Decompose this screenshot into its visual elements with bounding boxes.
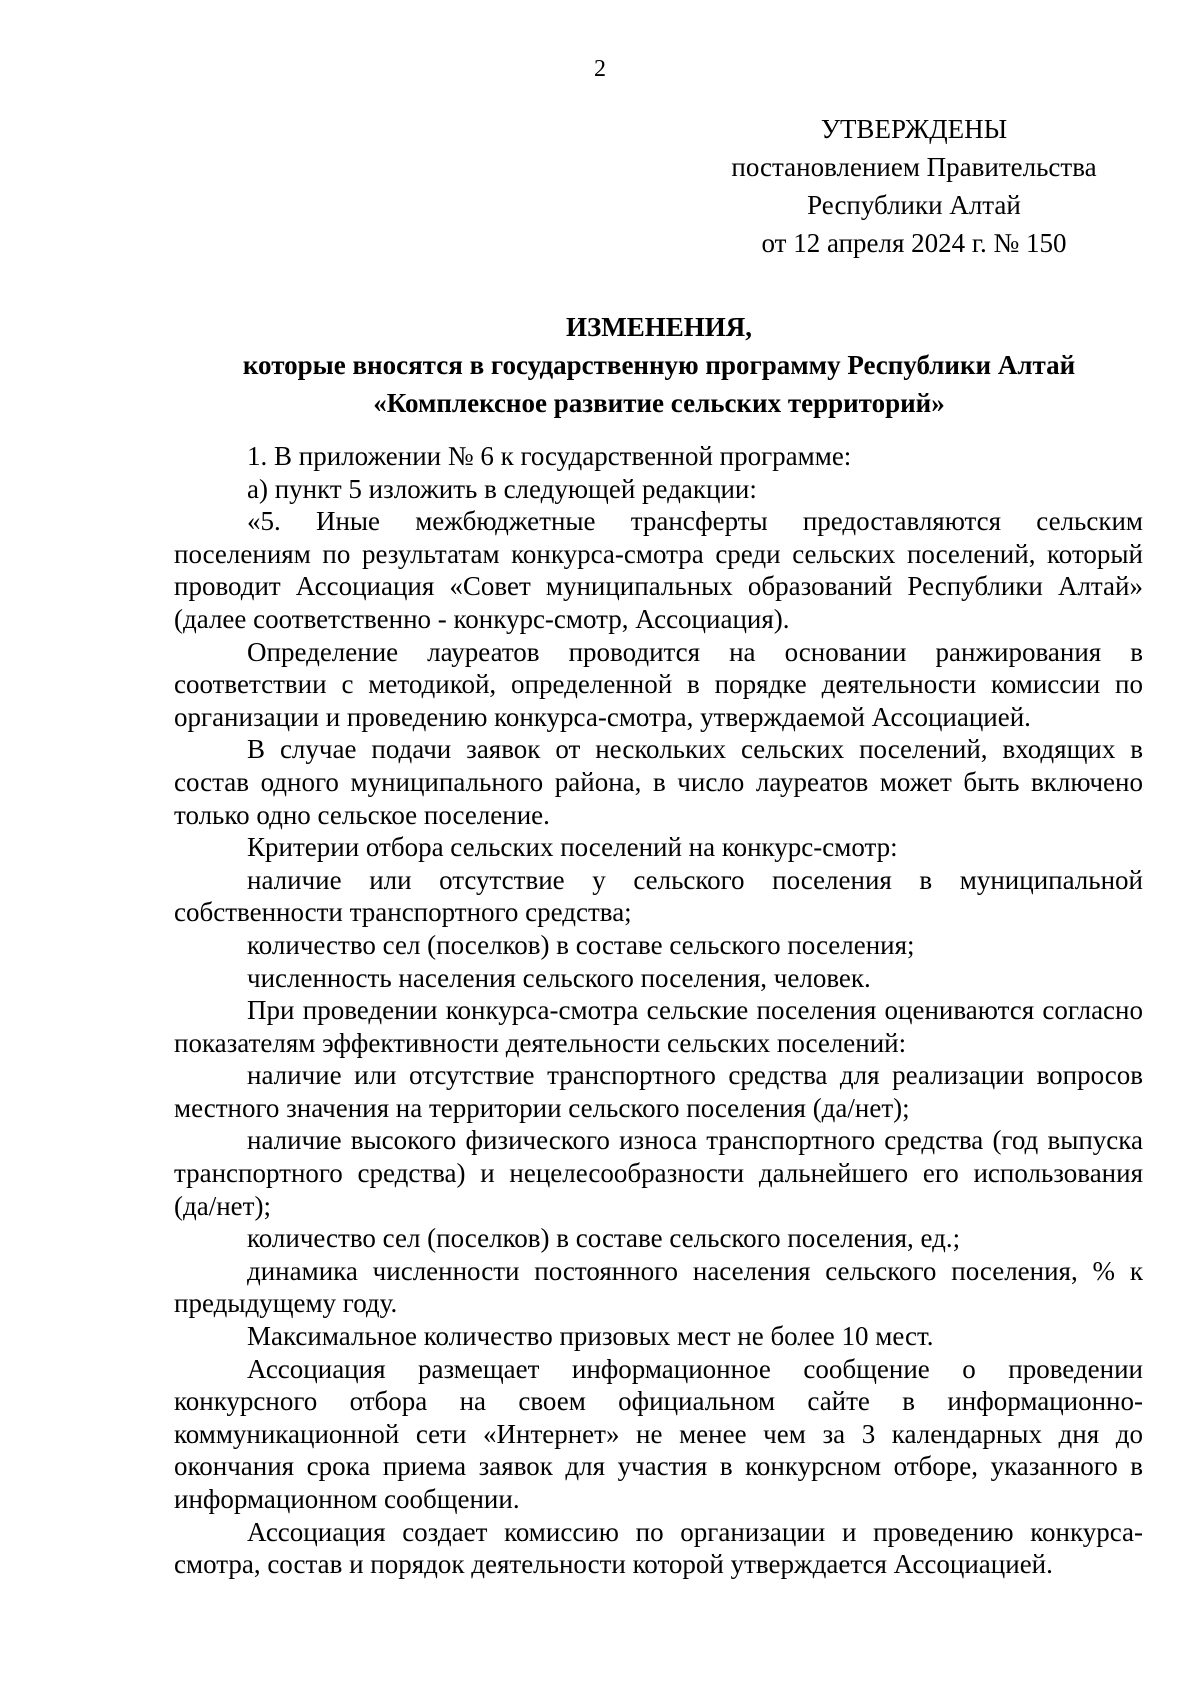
paragraph: В случае подачи заявок от нескольких сельских поселений, входящих в состав одного муниципального района, в число лауреатов может быть включено только одно сельское поселение. [174, 734, 1143, 830]
paragraph: динамика численности постоянного населения сельского поселения, % к предыдущему году. [174, 1255, 1143, 1319]
approval-title: УТВЕРЖДЕНЫ [820, 114, 1008, 144]
paragraph: а) пункт 5 изложить в следующей редакции: [247, 473, 757, 504]
paragraph: количество сел (поселков) в составе сельского поселения; [247, 929, 915, 960]
paragraph: количество сел (поселков) в составе сельского поселения, ед.; [247, 1223, 961, 1254]
approval-region: Республики Алтай [807, 190, 1021, 220]
paragraph: Критерии отбора сельских поселений на конкурс-смотр: [247, 832, 898, 863]
paragraph: Ассоциация размещает информационное сообщение о проведении конкурсного отбора на своем официальном сайте в информационно-коммуникационной сети «Интернет» не менее чем за 3 календарных дня до окончания срока приема заявок для участия в конкурсном отборе, указанного в информационном сообщении. [174, 1353, 1143, 1514]
paragraph: При проведении конкурса-смотра сельские поселения оцениваются согласно показателям эффективности деятельности сельских поселений: [174, 995, 1143, 1058]
document-heading [175, 308, 1143, 422]
page-number: 2 [594, 56, 606, 82]
approval-decree: постановлением Правительства [731, 152, 1097, 182]
paragraph: наличие высокого физического износа транспортного средства (год выпуска транспортного средства) и нецелесообразности дальнейшего его использования (да/нет); [174, 1125, 1143, 1221]
paragraph: Максимальное количество призовых мест не более 10 мест. [247, 1321, 934, 1352]
heading-subtitle: которые вносятся в государственную программу Республики Алтай [242, 350, 1076, 380]
paragraph: наличие или отсутствие транспортного средства для реализации вопросов местного значения на территории сельского поселения (да/нет); [174, 1060, 1143, 1123]
paragraph: 1. В приложении № 6 к государственной программе: [247, 441, 852, 471]
paragraph: Ассоциация создает комиссию по организации и проведению конкурса-смотра, состав и порядок деятельности которой утверждается Ассоциацией. [174, 1516, 1143, 1580]
approval-stamp-block [714, 110, 1114, 262]
paragraph: Определение лауреатов проводится на основании ранжирования в соответствии с методикой, определенной в порядке деятельности комиссии по организации и проведению конкурса-смотра, утверждаемой Ассоциацией. [174, 636, 1143, 732]
approval-date-number: от 12 апреля 2024 г. № 150 [761, 228, 1067, 258]
heading-program-name: «Комплексное развитие сельских территорий» [373, 388, 945, 418]
paragraph: численность населения сельского поселения, человек. [247, 962, 871, 993]
paragraph: «5. Иные межбюджетные трансферты предоставляются сельским поселениям по результатам конкурса-смотра среди сельских поселений, который проводит Ассоциация «Совет муниципальных образований Республики Алтай» (далее соответственно - конкурс-смотр, Ассоциация). [174, 506, 1143, 634]
document-body [174, 440, 1143, 1581]
paragraph: наличие или отсутствие у сельского поселения в муниципальной собственности транспортного средства; [174, 864, 1143, 928]
heading-title: ИЗМЕНЕНИЯ, [565, 312, 752, 342]
